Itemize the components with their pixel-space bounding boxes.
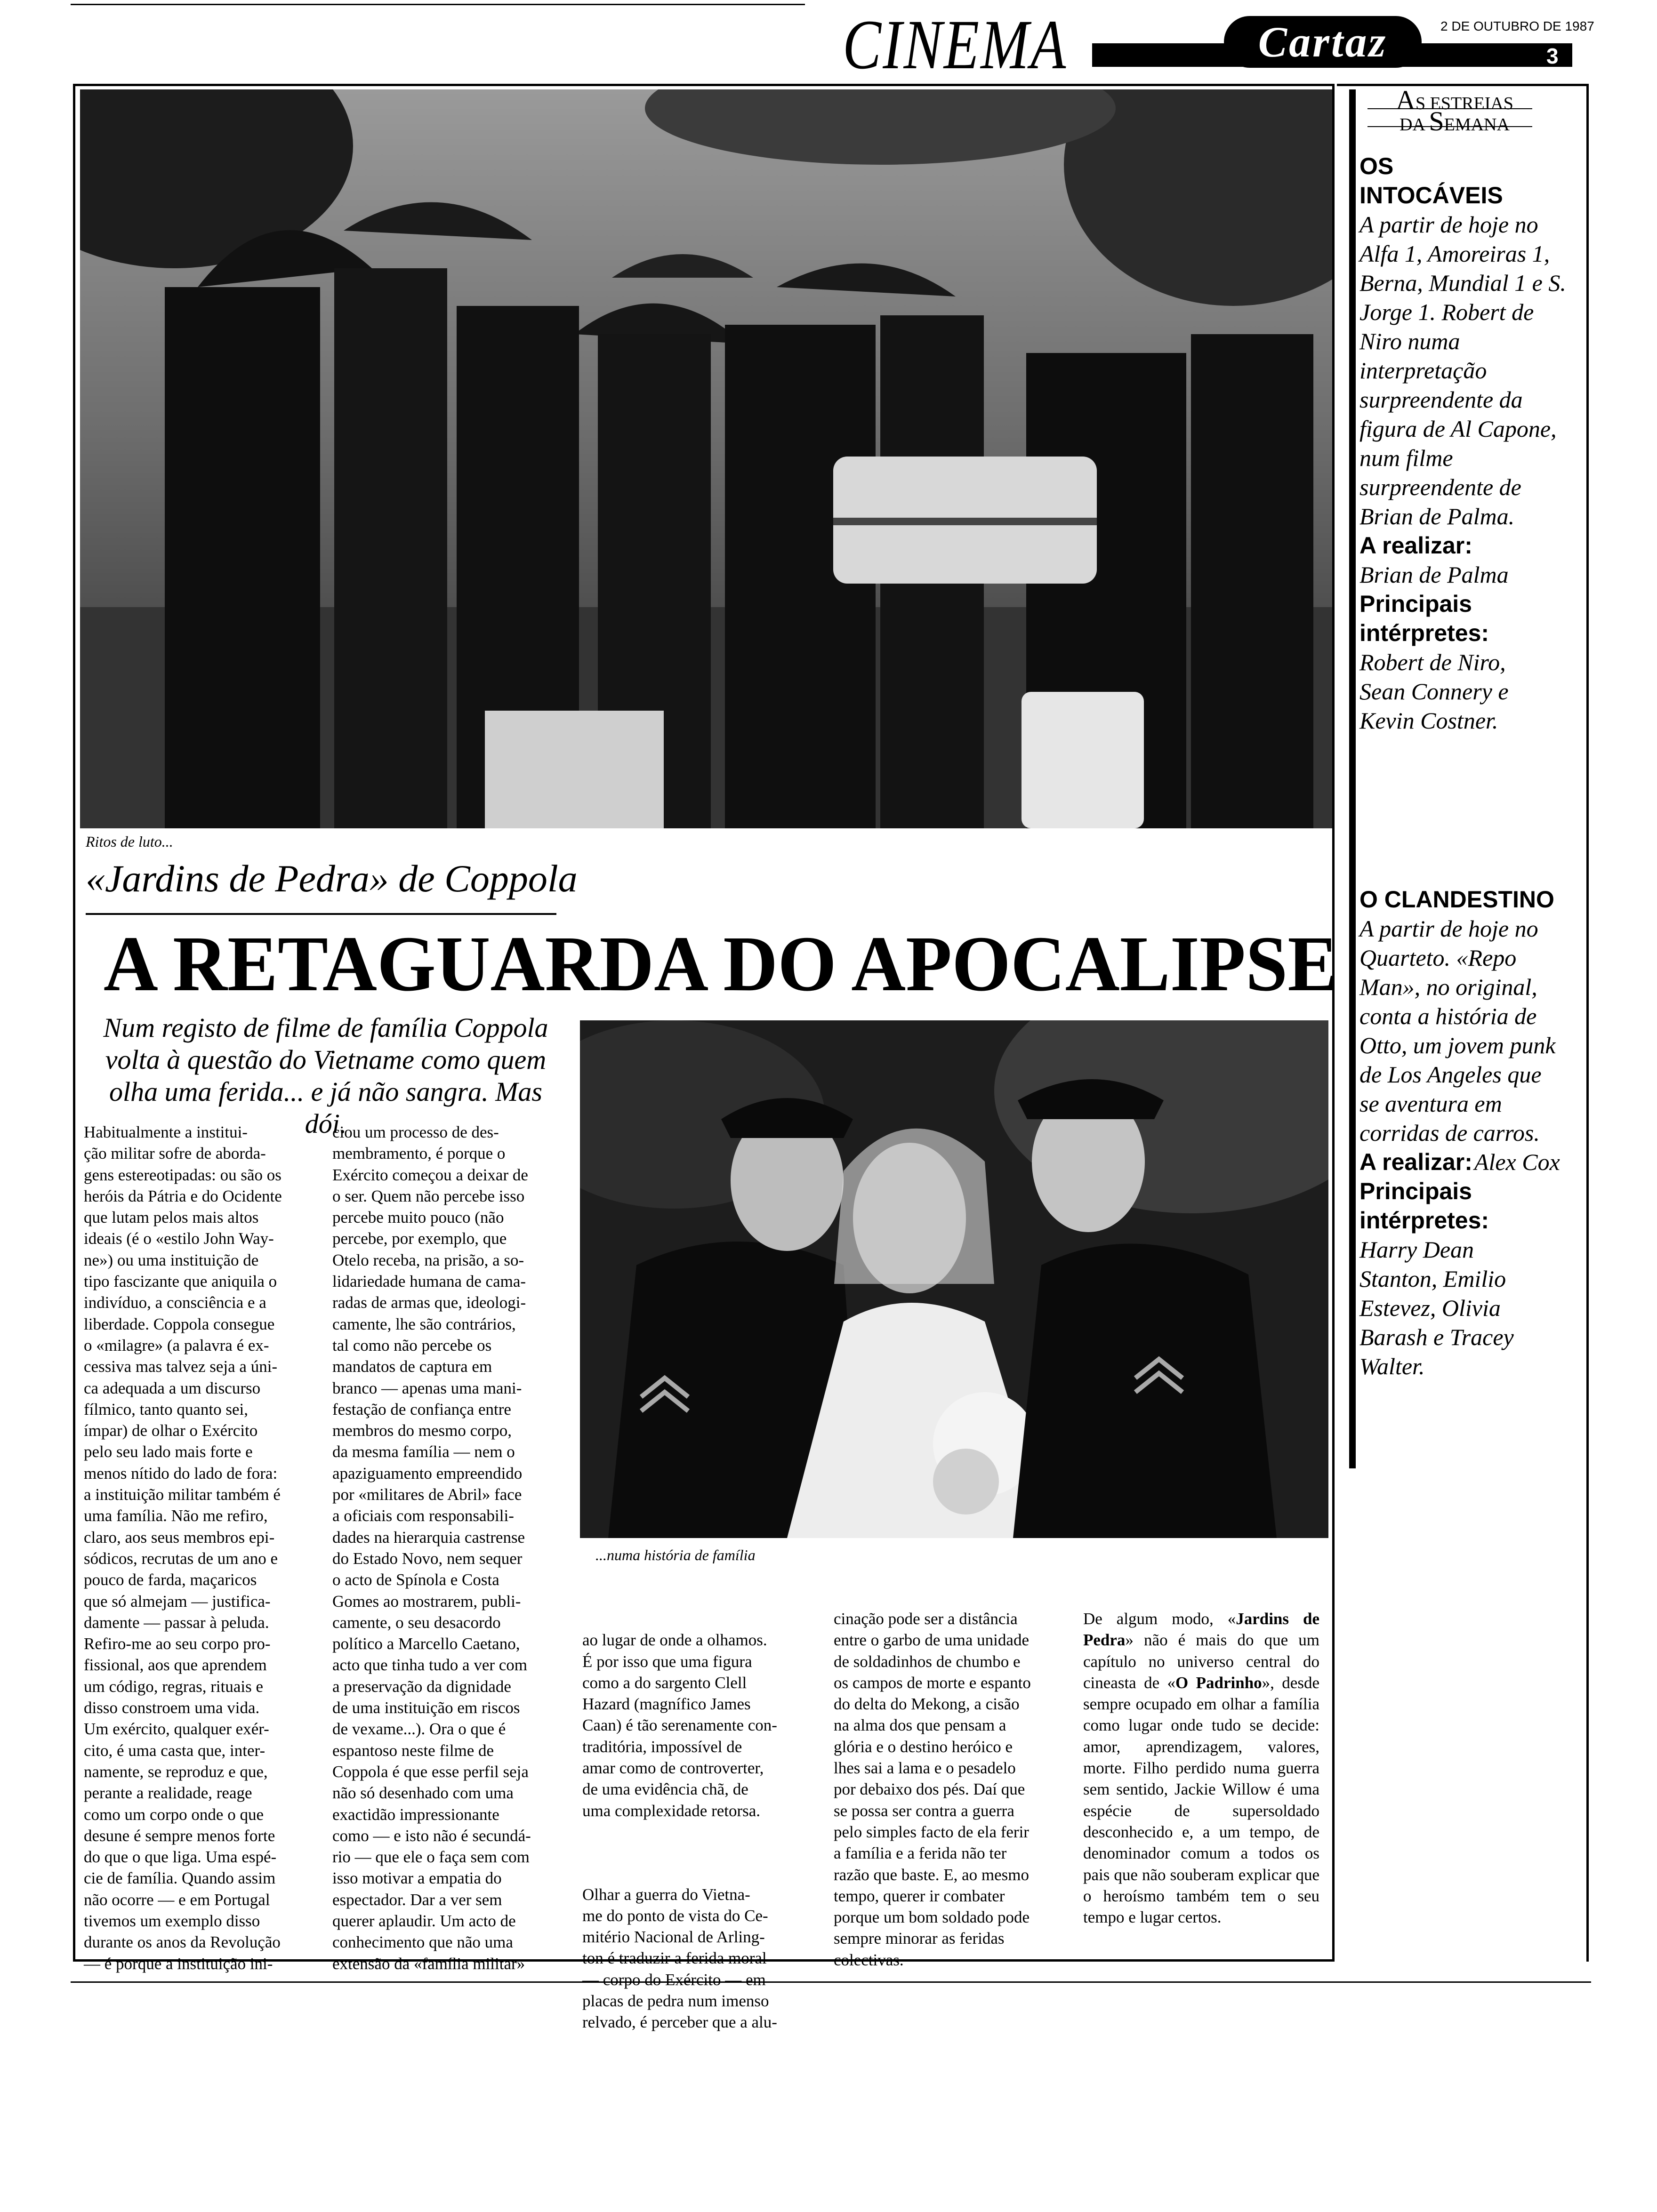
cartaz-logo: Cartaz [1224, 16, 1422, 68]
heading-initial-s: S [1429, 106, 1444, 136]
film-title-padrinho: O Padrinho [1175, 1673, 1262, 1692]
heading-line-2: EMANA [1444, 115, 1510, 135]
heading-line-2-prefix: DA [1400, 115, 1429, 135]
film-title: O CLANDESTINO [1359, 886, 1554, 913]
director-name: Brian de Palma [1359, 561, 1509, 588]
col5-text-c: » não é mais do que um capítulo no universo central do cineasta de « [1083, 1631, 1319, 1692]
sidebar-accent-bar [1349, 89, 1356, 1468]
cast-label: Principais intérpretes: [1359, 591, 1489, 646]
bottom-rule [71, 1981, 1591, 1983]
film-listing-clandestino [1359, 885, 1581, 1381]
article-column-3 [582, 1608, 819, 2054]
issue-date: 2 DE OUTUBRO DE 1987 [1440, 19, 1594, 33]
section-title: CINEMA [843, 6, 1068, 84]
film-title: OS INTOCÁVEIS [1359, 153, 1503, 208]
article-column-2: ciou um processo de des- membramento, é porque o Exército começou a deixar de o ser. Quem não percebe isso percebe muito pouco (não percebe, por exemplo, que Otelo receba, na prisão, a so- lidariedade humana de cama- radas de armas que, ideologi- camente, lhe são contrários, tal como não percebe os mandatos de captura em branco — apenas uma mani- festação de confiança entre membros do mesmo corpo, da mesma família — nem o apaziguamento empreendido por «militares de Abril» face a oficiais com responsabili- dades na hierarquia castrense do Estado Novo, nem sequer o acto de Spínola e Costa Gomes ao mostrarem, publi- camente, o seu desacordo político a Marcello Caetano, acto que tinha tudo a ver com a preservação da dignidade de uma instituição em riscos de vexame...). Ora o que é espantoso neste filme de Coppola é que esse perfil seja não só desenhado com uma exactidão impressionante como — e isto não é secundá- rio — que ele o faça sem com isso motivar a empatia do espectador. Dar a ver sem querer aplaudir. Um acto de conhecimento que não uma extensão da «família militar» [332, 1123, 531, 1973]
director-label: A realizar: [1359, 1149, 1472, 1175]
cast-names: Harry Dean Stanton, Emilio Estevez, Olivia Barash e Tracey Walter. [1359, 1236, 1514, 1379]
director-name: Alex Cox [1474, 1149, 1560, 1175]
photo-caption-funeral: Ritos de luto... [86, 833, 173, 850]
heading-initial-a: A [1396, 85, 1416, 115]
col5-text-a: De algum modo, « [1083, 1610, 1236, 1628]
film-title-jardins: Jardins de Pedra [1083, 1610, 1319, 1650]
article-headline: A RETAGUARDA DO APOCALIPSE [104, 920, 1338, 1008]
paragraph-gap [582, 1843, 819, 1862]
article-kicker: «Jardins de Pedra» de Coppola [86, 857, 578, 900]
cast-label: Principais intérpretes: [1359, 1178, 1489, 1234]
cast-names: Robert de Niro, Sean Connery e Kevin Costner. [1359, 649, 1509, 734]
article-column-5 [1083, 1608, 1319, 1928]
article-column-4: cinação pode ser a distância entre o garbo de uma unidade de soldadinhos de chumbo e os campos de morte e espanto do delta do Mekong, a cisão na alma dos que pensam a glória e o destino heróico e lhes sai a lama e o pesadelo por debaixo dos pés. Daí que se possa ser contra a guerra pelo simples facto de ela ferir a família e a ferida não ter razão que baste. E, ao mesmo tempo, querer ir combater porque um bom soldado pode sempre minorar as feridas colectivas. [834, 1610, 1031, 1969]
wedding-photo [580, 1020, 1328, 1538]
header-rule [71, 4, 805, 5]
photo-caption-wedding: ...numa história de família [595, 1547, 756, 1563]
film-description: A partir de hoje no Alfa 1, Amoreiras 1, Berna, Mundial 1 e S. Jorge 1. Robert de Niro numa interpretação surpreendente da figura de Al Capone, num filme surpreendente de Brian de Palma. [1359, 211, 1566, 529]
column-3-paragraph-2: Olhar a guerra do Vietna- me do ponto de vista do Ce- mitério Nacional de Arling- ton é traduzir a ferida moral — corpo do Exército — em placas de pedra num imenso relvado, é perceber que a alu- [582, 1885, 777, 2032]
director-label: A realizar: [1359, 532, 1472, 559]
funeral-photo [80, 89, 1332, 828]
article-column-1: Habitualmente a institui- ção militar sofre de aborda- gens estereotipadas: ou são os heróis da Pátria e do Ocidente que lutam pelos mais altos ideais (é o «estilo John Way- ne») ou uma instituição de tipo fascizante que aniquila o indivíduo, a consciência e a liberdade. Coppola consegue o «milagre» (a palavra é ex- cessiva mas talvez seja a úni- ca adequada a um discurso fílmico, tanto quanto sei, ímpar) de olhar o Exército pelo seu lado mais forte e menos nítido do lado de fora: a instituição militar também é uma família. Não me refiro, claro, aos seus membros epi- sódicos, recrutas de um ano e pouco de farda, maçaricos que só almejam — justifica- damente — passar à peluda. Refiro-me ao seu corpo pro- fissional, aos que aprendem um código, regras, rituais e disso constroem uma vida. Um exército, qualquer exér- cito, é uma casta que, inter- namente, se reproduz e que, perante a realidade, reage como um corpo onde o que desune é sempre menos forte do que o que liga. Uma espé- cie de família. Quando assim não ocorre — e em Portugal tivemos um exemplo disso durante os anos da Revolução — é porque a instituição ini- [84, 1123, 282, 1973]
film-listing-intocaveis [1359, 152, 1581, 735]
director-line [1359, 1147, 1581, 1177]
page-number: 3 [1546, 44, 1559, 68]
col5-text-e: », desde sempre ocupado em olhar a família como lugar onde tudo se decide: amor, aprendizagem, valores, morte. Filho perdido numa guerra sem sentido, Jackie Willow é uma espécie de supersoldado desconhecido e, a um tempo, de denominador comum a todos os pais que não souberam explicar que o heroísmo também tem o seu tempo e lugar certos. [1083, 1673, 1319, 1927]
article-standfirst: Num registo de filme de família Coppola volta à questão do Vietname como quem olha uma ferida... e já não sangra. Mas dói. [103, 1012, 548, 1139]
sidebar-heading [1377, 85, 1532, 136]
kicker-underline [86, 913, 556, 915]
film-description: A partir de hoje no Quarteto. «Repo Man», no original, conta a história de Otto, um jovem punk de Los Angeles que se aventura em corridas de carros. [1359, 915, 1556, 1146]
heading-line-1: S ESTREIAS [1415, 94, 1513, 113]
column-3-paragraph-1: ao lugar de onde a olhamos. É por isso que uma figura como a do sargento Clell Hazard (magnífico James Caan) é tão serenamente con- traditória, impossível de amar como de controverter, de uma evidência chã, de uma complexidade retorsa. [582, 1631, 777, 1820]
